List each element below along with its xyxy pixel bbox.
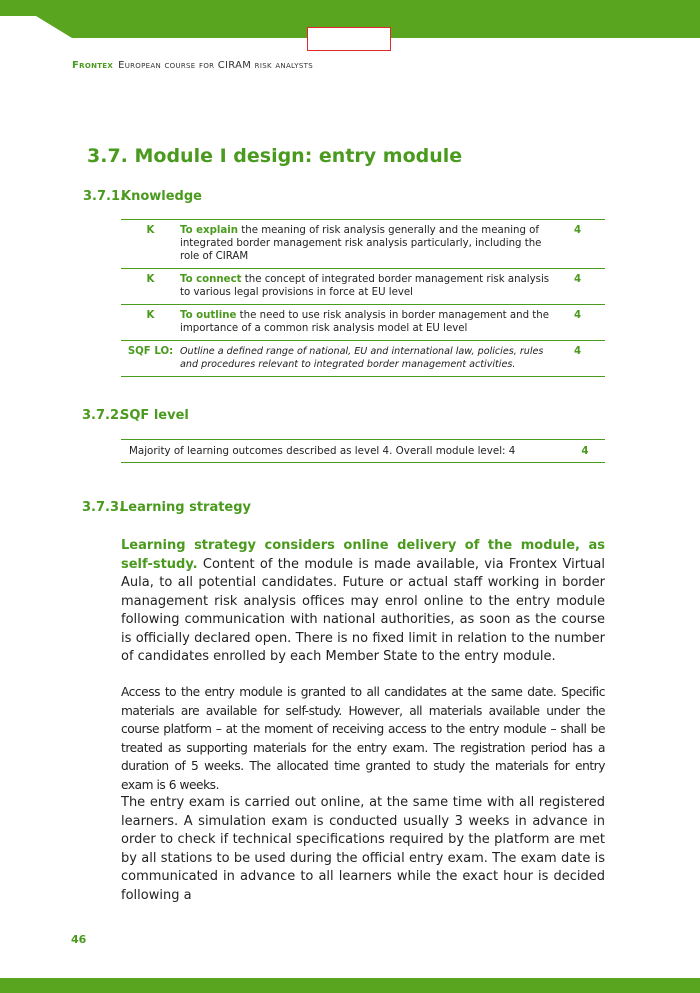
bottom-green-band (0, 978, 700, 993)
sqf-heading (82, 408, 189, 423)
row-level: 4 (573, 225, 582, 236)
strategy-heading (82, 500, 251, 515)
row-description (180, 273, 550, 299)
page-number: 46 (71, 933, 87, 946)
row-code: SQF LO: (127, 346, 174, 357)
table-row (121, 269, 605, 305)
knowledge-table (121, 219, 605, 377)
table-row (121, 305, 605, 341)
table-row (121, 220, 605, 269)
row-text: the meaning of risk analysis generally and the meaning of integrated border management risk analysis particularly, including the role of CIRAM (180, 225, 542, 262)
knowledge-heading (83, 189, 202, 204)
header-course: European course for CIRAM risk analysts (118, 60, 313, 71)
row-text: Outline a defined range of national, EU and international law, policies, rules and procedures relevant to integrated border management activities. (180, 346, 544, 370)
row-level: 4 (573, 310, 582, 321)
knowledge-number: 3.7.1. (83, 189, 125, 204)
strategy-paragraph-1 (121, 537, 605, 667)
row-description (180, 345, 550, 371)
row-code: K (146, 310, 155, 321)
strategy-body: Content of the module is made available, via Frontex Virtual Aula, to all potential candidates. Future or actual staff working in border management risk analysis offices may enrol online to the entry module following communication with national authorities, as soon as the course is officially declared open. There is no fixed limit in relation to the number of candidates enrolled by each Member State to the entry module. (121, 556, 605, 664)
row-level: 4 (573, 274, 582, 285)
sqf-title: SQF level (120, 408, 189, 423)
strategy-lead: Learning strategy considers online delivery of the module, as self-study. (121, 538, 605, 572)
section-title: 3.7. Module I design: entry module (87, 145, 463, 167)
sqf-level-box (121, 439, 605, 463)
sqf-level-value: 4 (581, 445, 589, 457)
strategy-paragraph-3: The entry exam is carried out online, at the same time with all registered learners. A simulation exam is conducted usually 3 weeks in advance in order to check if technical specifications required by the platform are met by all stations to be used during the official entry exam. The exam date is communicated in advance to all learners while the exact hour is decided following a (121, 795, 605, 903)
row-level: 4 (573, 346, 582, 357)
red-frame-box (307, 27, 391, 51)
knowledge-title: Knowledge (121, 189, 202, 204)
table-row (121, 341, 605, 377)
row-code: K (146, 225, 155, 236)
header-brand: Frontex (72, 60, 114, 71)
row-text: the need to use risk analysis in border management and the importance of a common risk analysis model at EU level (180, 310, 550, 334)
row-verb: To outline (180, 310, 237, 321)
row-text: the concept of integrated border management risk analysis to various legal provisions in force at EU level (180, 274, 550, 298)
strategy-title: Learning strategy (120, 500, 252, 515)
running-header (72, 60, 313, 71)
row-description (180, 309, 550, 335)
row-verb: To connect (180, 274, 242, 285)
row-verb: To explain (180, 225, 239, 236)
sqf-number: 3.7.2. (82, 408, 124, 423)
strategy-number: 3.7.3. (82, 500, 124, 515)
row-description (180, 224, 550, 263)
sqf-text: Majority of learning outcomes described as level 4. Overall module level: 4 (129, 445, 516, 457)
row-code: K (146, 274, 155, 285)
strategy-paragraph-2: Access to the entry module is granted to all candidates at the same date. Specific materials are available for self-study. However, all materials available under the course platform – at the moment of receiving access to the entry module – shall be treated as supporting materials for the entry exam. The registration period has a duration of 5 weeks. The allocated time granted to study the materials for entry exam is 6 weeks. (121, 685, 605, 792)
